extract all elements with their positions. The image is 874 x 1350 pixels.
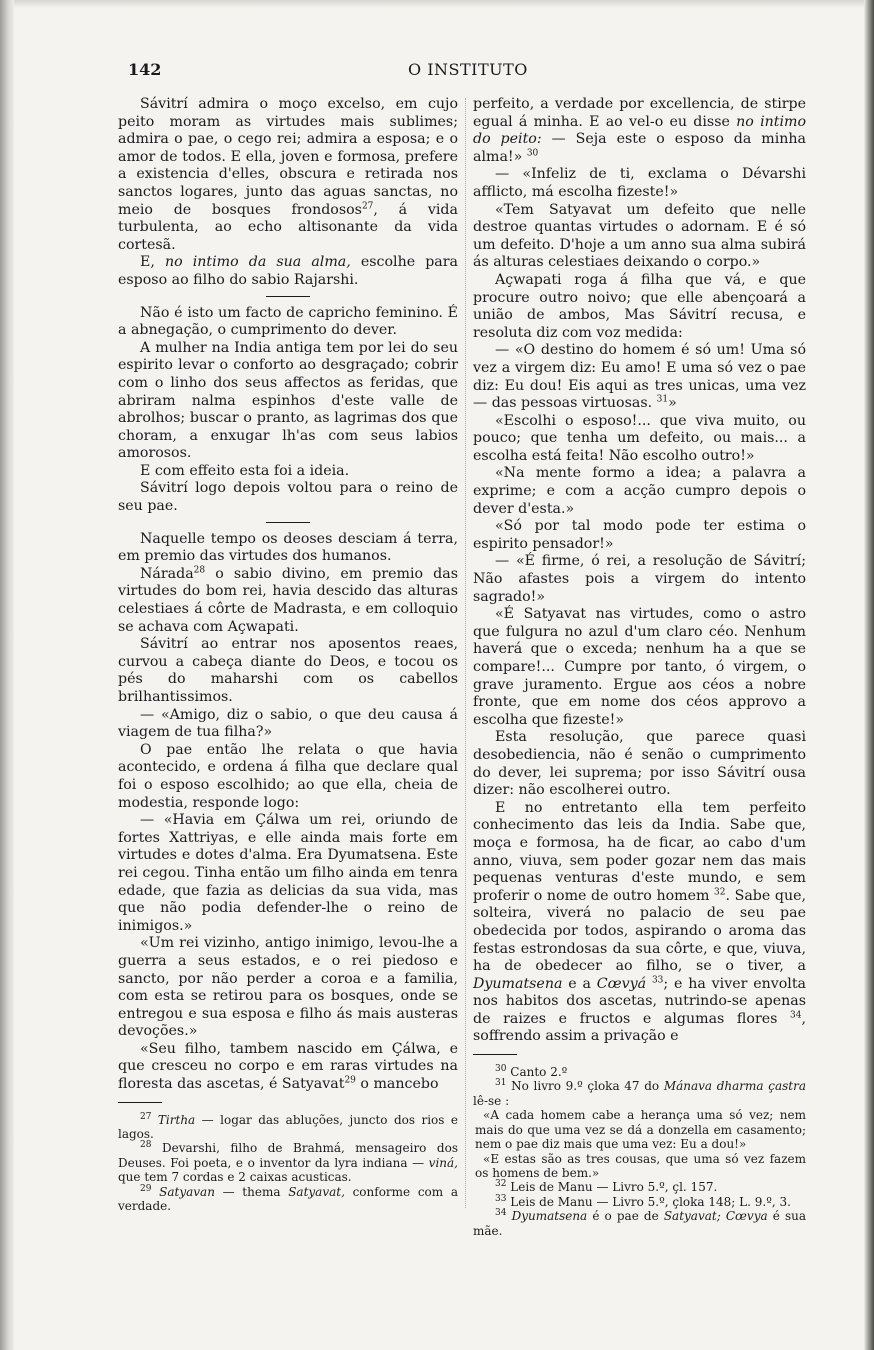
footnote: $^{33}$ Leis de Manu — Livro 5.º, çloka 148; L. 9.º, 3. bbox=[495, 1193, 791, 1209]
paragraph: Naquelle tempo os deoses desciam á terra, em premio das virtudes dos humanos. bbox=[118, 530, 458, 565]
footnotes-right bbox=[473, 1065, 806, 1238]
footnote-quote: «E estas são as tres cousas, que uma só vez fazem os homens de bem.» bbox=[475, 1151, 806, 1180]
paragraph: Esta resolução, que parece quasi desobediencia, não é senão o cumprimento do dever, lei suprema; por isso Sávitrí ousa dizer: não escolherei outro. bbox=[473, 729, 806, 799]
column-divider bbox=[465, 98, 466, 1208]
paragraph: E, no intimo da sua alma, escolhe para esposo ao filho do sabio Rajarshi. bbox=[118, 254, 458, 288]
footnote: $^{32}$ Leis de Manu — Livro 5.º, çl. 157. bbox=[495, 1179, 718, 1195]
right-column bbox=[473, 96, 806, 1238]
paragraph: — «É firme, ó rei, a resolução de Sávitrí; Não afastes pois a virgem do intento sagrado!» bbox=[473, 553, 806, 605]
footnote: $^{30}$ Canto 2.º bbox=[495, 1064, 568, 1080]
paragraph: Sávitrí logo depois voltou para o reino de seu pae. bbox=[118, 480, 458, 515]
footnote: $^{34}$ Dyumatsena é o pae de Satyavat; Cœvya é sua mãe. bbox=[473, 1208, 807, 1238]
left-column bbox=[118, 96, 458, 1214]
paragraph: Açwapati roga á filha que vá, e que procure outro noivo; que elle abençoará a união de ambos, Mas Sávitrí recusa, e resoluta diz com voz medida: bbox=[473, 271, 806, 341]
page-number: 142 bbox=[128, 60, 162, 79]
paragraph: — «Amigo, diz o sabio, o que deu causa á viagem de tua filha?» bbox=[118, 706, 458, 741]
paragraph: Nárada$^{28}$ o sabio divino, em premio das virtudes do bom rei, havia descido das alturas celestiaes á côrte de Madrasta, e em colloquio se achava com Açwapati. bbox=[118, 565, 458, 635]
paragraph: Sávitrí ao entrar nos aposentos reaes, curvou a cabeça diante do Deos, e tocou os pés do maharshi com os cabellos brilhantissimos. bbox=[118, 636, 458, 705]
running-head-title: O INSTITUTO bbox=[408, 60, 528, 79]
paragraph: Não é isto um facto de capricho feminino. É a abnegação, o cumprimento do dever. bbox=[118, 304, 458, 339]
paragraph: «Seu filho, tambem nascido em Çálwa, e que cresceu no corpo e em raras virtudes na floresta das ascetas, é Satyavat$^{29}$ o mancebo bbox=[118, 1040, 458, 1093]
paragraph: — «Havia em Çálwa um rei, oriundo de fortes Xattriyas, e elle ainda mais forte em virtudes e dotes d'alma. Era Dyumatsena. Este rei cegou. Tinha então um filho ainda em tenra edade, que fazia as delicias da sua vida, mas que não podia defender-lhe o reino de inimigos.» bbox=[118, 812, 458, 934]
footnote: $^{29}$ Satyavan — thema Satyavat, conforme com a verdade. bbox=[118, 1183, 458, 1214]
paragraph: O pae então lhe relata o que havia acontecido, e ordena á filha que declare qual foi o esposo escolhido; ao que ella, cheia de modestia, responde logo: bbox=[118, 741, 458, 811]
paragraph: «Escolhi o esposo!... que viva muito, ou pouco; que tenha um defeito, ou mais... a escolha está feita! Não escolho outro!» bbox=[473, 412, 806, 464]
footnote-rule bbox=[118, 1102, 162, 1103]
page-right-edge bbox=[864, 0, 874, 1350]
paragraph: «É Satyavat nas virtudes, como o astro que fulgura no azul d'um claro céo. Nenhum haverá que o exceda; nenhum ha a que se compare!... Cumpre por tanto, ó virgem, o grave juramento. Ergue aos céos a nobre fronte, que em nome dos céos approvo a escolha que fizeste!» bbox=[473, 606, 806, 728]
footnote-quote: «A cada homem cabe a herança uma só vez; nem mais do que uma vez se dá a donzella em casamento; nem o pae diz mais que uma vez: Eu a dou!» bbox=[475, 1108, 806, 1152]
paragraph: «Na mente formo a idea; a palavra a exprime; e com a acção cumpro depois o dever d'esta.» bbox=[473, 465, 806, 517]
footnote: $^{28}$ Devarshi, filho de Brahmá, mensageiro dos Deuses. Foi poeta, e o inventor da lyra indiana — viná, que tem 7 cordas e 2 caixas acusticas. bbox=[118, 1140, 458, 1185]
paragraph: E no entretanto ella tem perfeito conhecimento das leis da India. Sabe que, moça e formosa, ha de ficar, ao cabo d'um anno, viuva, sem poder gozar nem das mais pequenas venturas d'este mundo, e sem proferir o nome de outro homem $^{32}$. Sabe que, solteira, viverá no palacio de seu pae obedecida por todos, aspirando o aroma das festas estrondosas da sua côrte, e que, viuva, ha de obedecer ao filho, se o tiver, a Dyumatsena e a Cœvyá $^{33}$; e ha viver envolta nos habitos dos ascetas, nutrindo-se apenas de raizes e fructos e algumas flores $^{34}$, soffrendo assim a privação e bbox=[473, 799, 807, 1045]
paragraph: «Tem Satyavat um defeito que nelle destroe quantas virtudes o adornam. E é só um defeito. D'hoje a um anno sua alma subirá ás alturas celestiaes deixando o corpo.» bbox=[473, 201, 806, 271]
paragraph: perfeito, a verdade por excellencia, de stirpe egual á minha. E ao vel-o eu disse no intimo do peito: — Seja este o esposo da minha alma!» $^{30}$ bbox=[473, 96, 807, 165]
paragraph: «Só por tal modo pode ter estima o espirito pensador!» bbox=[473, 518, 806, 552]
paragraph: — «O destino do homem é só um! Uma só vez a virgem diz: Eu amo! E uma só vez o pae diz: Eu dou! Eis aqui as tres unicas, uma vez — das pessoas virtuosas. $^{31}$» bbox=[473, 342, 806, 412]
paragraph: Sávitrí admira o moço excelso, em cujo peito moram as virtudes mais sublimes; admira o pae, o cego rei; admira a esposa; e o amor de todos. E ella, joven e formosa, prefere a existencia d'elles, obscura e retirada nos sanctos logares, junto das aguas sanctas, no meio de bosques frondosos$^{27}$, á vida turbulenta, ao echo altisonante da vida cortesã. bbox=[118, 96, 458, 253]
page-left-edge bbox=[0, 0, 14, 1350]
paragraph: «Um rei vizinho, antigo inimigo, levou-lhe a guerra a seus estados, e o rei piedoso e sancto, por não perder a coroa e a familia, com esta se retirou para os bosques, onde se entregou e sua esposa e filho ás mais austeras devoções.» bbox=[118, 935, 458, 1040]
paragraph: E com effeito esta foi a ideia. bbox=[140, 462, 350, 479]
section-rule bbox=[266, 296, 310, 297]
page-top-edge bbox=[0, 0, 874, 8]
paragraph: A mulher na India antiga tem por lei do seu espirito levar o conforto ao desgraçado; cobrir com o linho dos seus affectos as feridas, que abriram nalma espinhos d'este valle de abrolhos; buscar o pranto, as lagrimas dos que choram, a enxugar lh'as com seus labios amorosos. bbox=[118, 339, 458, 462]
footnote-rule bbox=[473, 1054, 517, 1055]
section-rule bbox=[266, 522, 310, 523]
footnote: $^{31}$ No livro 9.º çloka 47 do Mánava dharma çastra lê-se : bbox=[473, 1078, 806, 1108]
footnote: $^{27}$ Tirtha — logar das abluções, juncto dos rios e lagos. bbox=[118, 1111, 458, 1142]
paragraph: — «Infeliz de ti, exclama o Dévarshi afflicto, má escolha fizeste!» bbox=[473, 166, 806, 200]
footnotes-left bbox=[118, 1113, 458, 1214]
